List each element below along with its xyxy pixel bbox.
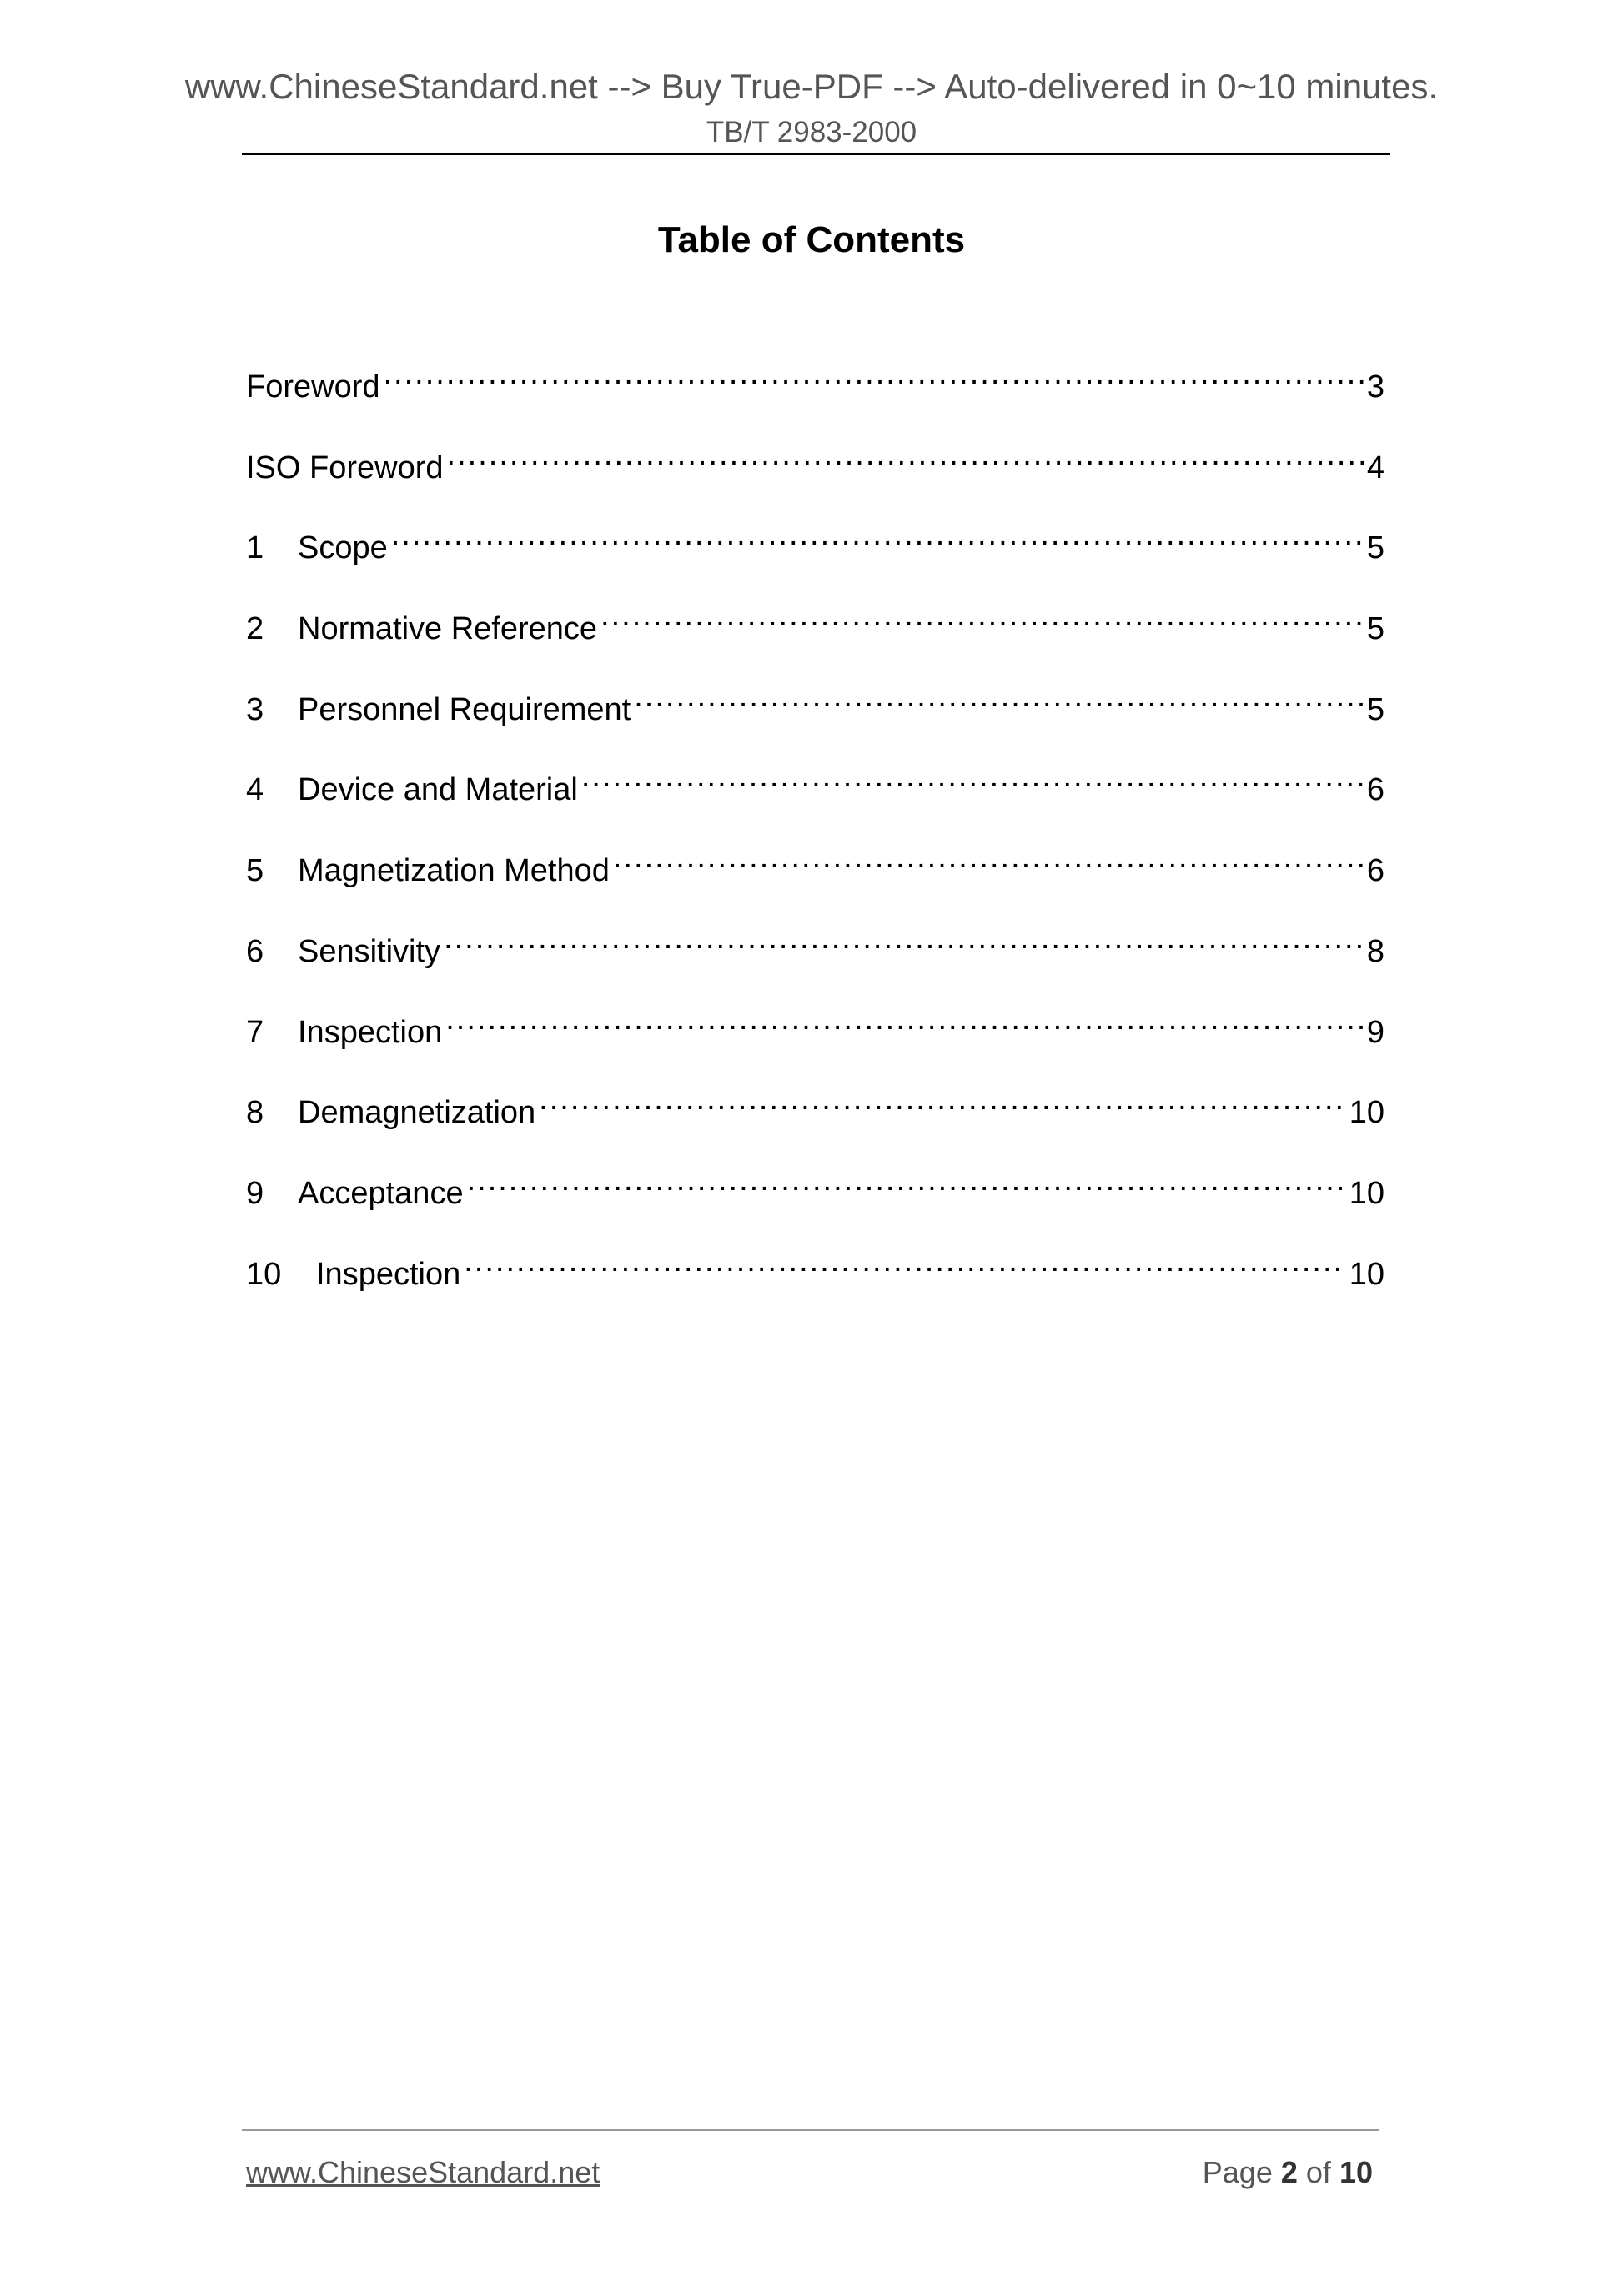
toc-entry-number: 6 — [246, 933, 264, 969]
header-divider — [242, 153, 1390, 155]
toc-dot-leader — [539, 1076, 1346, 1123]
toc-entry-label: Inspection — [316, 1256, 461, 1292]
toc-entry-page: 6 — [1366, 772, 1384, 808]
toc-entry[interactable] — [246, 1238, 1384, 1319]
toc-list — [246, 350, 1384, 1318]
toc-dot-leader — [467, 1157, 1346, 1203]
toc-entry-number: 2 — [246, 611, 264, 647]
toc-entry-number: 4 — [246, 772, 264, 808]
header-banner: www.ChineseStandard.net --> Buy True-PDF --> Auto-delivered in 0~10 minutes. — [184, 67, 1439, 106]
toc-entry[interactable] — [246, 834, 1384, 915]
page-separator: of — [1305, 2155, 1331, 2189]
total-pages-number: 10 — [1339, 2155, 1373, 2189]
toc-entry[interactable] — [246, 915, 1384, 996]
toc-entry-page: 3 — [1366, 369, 1384, 404]
toc-entry-label: Normative Reference — [298, 611, 598, 647]
toc-entry-page: 5 — [1366, 611, 1384, 647]
toc-dot-leader — [384, 350, 1364, 397]
toc-entry-label: Inspection — [298, 1014, 443, 1050]
toc-entry-page: 8 — [1366, 933, 1384, 969]
toc-entry-number: 1 — [246, 530, 264, 566]
page-prefix: Page — [1202, 2155, 1273, 2189]
toc-entry-label: Device and Material — [298, 772, 578, 808]
toc-entry-page: 10 — [1349, 1256, 1384, 1292]
toc-entry-number: 7 — [246, 1014, 264, 1050]
toc-entry-page: 10 — [1349, 1175, 1384, 1211]
toc-entry-number: 5 — [246, 853, 264, 889]
toc-entry-page: 10 — [1349, 1095, 1384, 1131]
toc-entry[interactable] — [246, 431, 1384, 512]
toc-dot-leader — [613, 834, 1364, 881]
toc-entry[interactable] — [246, 673, 1384, 754]
toc-entry-label: Scope — [298, 530, 388, 566]
toc-dot-leader — [391, 511, 1364, 558]
page-indicator — [1203, 2154, 1373, 2191]
current-page-number: 2 — [1280, 2155, 1298, 2189]
toc-entry-page: 4 — [1366, 450, 1384, 485]
toc-dot-leader — [445, 996, 1364, 1042]
toc-entry-number: 9 — [246, 1175, 264, 1211]
toc-entry-label: Foreword — [246, 369, 380, 404]
toc-entry[interactable] — [246, 753, 1384, 834]
toc-entry-label: ISO Foreword — [246, 450, 444, 485]
footer-site-link[interactable]: www.ChineseStandard.net — [246, 2155, 600, 2189]
toc-entry-number: 3 — [246, 691, 264, 727]
toc-entry[interactable] — [246, 1157, 1384, 1238]
toc-entry-number: 8 — [246, 1095, 264, 1131]
toc-entry[interactable] — [246, 1076, 1384, 1157]
toc-dot-leader — [634, 673, 1364, 720]
toc-entry-page: 6 — [1366, 853, 1384, 889]
toc-dot-leader — [464, 1238, 1345, 1284]
toc-dot-leader — [444, 915, 1364, 962]
toc-entry-number: 10 — [246, 1256, 282, 1292]
toc-entry[interactable] — [246, 996, 1384, 1077]
toc-entry-label: Demagnetization — [298, 1095, 536, 1131]
footer-divider — [242, 2129, 1379, 2131]
toc-entry-page: 9 — [1366, 1014, 1384, 1050]
toc-dot-leader — [581, 753, 1364, 800]
toc-entry[interactable] — [246, 350, 1384, 431]
standard-code: TB/T 2983-2000 — [706, 116, 917, 148]
toc-dot-leader — [447, 431, 1364, 478]
toc-title: Table of Contents — [657, 219, 966, 260]
toc-entry-page: 5 — [1366, 691, 1384, 727]
toc-entry-label: Acceptance — [298, 1175, 464, 1211]
toc-entry-label: Magnetization Method — [298, 853, 610, 889]
toc-dot-leader — [600, 592, 1364, 639]
toc-entry-label: Personnel Requirement — [298, 691, 631, 727]
toc-entry[interactable] — [246, 511, 1384, 592]
toc-entry-label: Sensitivity — [298, 933, 441, 969]
toc-entry-page: 5 — [1366, 530, 1384, 566]
toc-entry[interactable] — [246, 592, 1384, 673]
